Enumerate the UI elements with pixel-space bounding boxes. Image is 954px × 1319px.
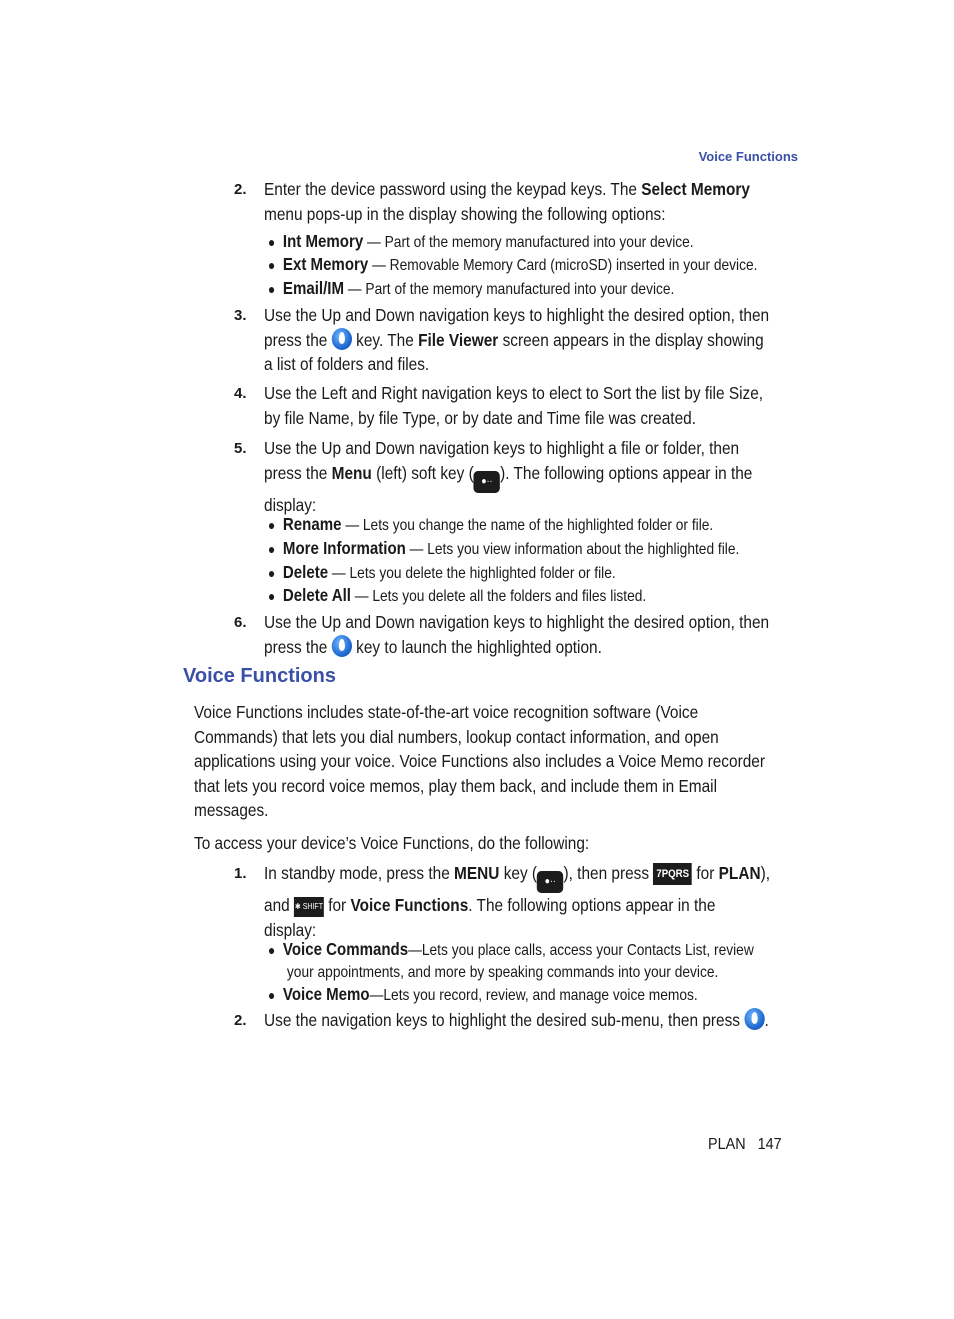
step-number: 2. <box>234 181 247 198</box>
list-item: ● Ext Memory — Removable Memory Card (microSD) inserted in your device. <box>268 254 758 274</box>
step-number: 2. <box>234 1012 247 1029</box>
step-number: 4. <box>234 385 247 402</box>
step-text: In standby mode, press the MENU key ( ●·· ), then press 7PQRS for PLAN), and ✱ SHIFT for Voice Functions. The following options appear in the display: <box>264 863 770 940</box>
step-text: Use the Up and Down navigation keys to highlight the desired option, then press the key. The File Viewer screen appears in the display showing a list of folders and files. <box>264 305 770 374</box>
step-number: 5. <box>234 440 247 457</box>
step-number: 6. <box>234 614 247 631</box>
list-item: ● Int Memory — Part of the memory manufactured into your device. <box>268 231 694 251</box>
nav-key-icon <box>332 328 352 350</box>
soft-key-icon: ●·· <box>474 471 500 493</box>
section-heading: Voice Functions <box>183 665 336 687</box>
page-footer: PLAN 147 <box>708 1136 782 1153</box>
star-key-icon: ✱ SHIFT <box>294 897 324 917</box>
list-item: ● Voice Memo—Lets you record, review, and manage voice memos. <box>268 984 698 1004</box>
intro-paragraph: Voice Functions includes state-of-the-art voice recognition software (Voice Commands) that lets you dial numbers, lookup contact information, and open applications using your voice. Voice Functions also includes a Voice Memo recorder that lets you record voice memos, play them back, and include them in Email messages. <box>194 702 765 820</box>
step-number: 1. <box>234 865 247 882</box>
step-number: 3. <box>234 307 247 324</box>
list-item: ● More Information — Lets you view information about the highlighted file. <box>268 538 740 558</box>
list-item: ● Email/IM — Part of the memory manufactured into your device. <box>268 278 675 298</box>
step-text: Use the Up and Down navigation keys to highlight the desired option, then press the key to launch the highlighted option. <box>264 612 770 657</box>
list-item: ● Voice Commands—Lets you place calls, access your Contacts List, review your appointments, and more by speaking commands into your device. <box>268 939 754 981</box>
list-item: ● Delete — Lets you delete the highlighted folder or file. <box>268 562 616 582</box>
list-item: ● Rename — Lets you change the name of the highlighted folder or file. <box>268 514 714 534</box>
nav-key-icon <box>744 1008 764 1030</box>
list-item: ● Delete All — Lets you delete all the folders and files listed. <box>268 585 647 605</box>
running-header: Voice Functions <box>698 149 798 164</box>
step-text: Use the Up and Down navigation keys to highlight a file or folder, then press the Menu (left) soft key ( ●·· ). The following options appear in the display: <box>264 438 753 515</box>
access-text: To access your device’s Voice Functions, do the following: <box>194 833 590 853</box>
step-text: Use the navigation keys to highlight the desired sub-menu, then press . <box>264 1010 769 1030</box>
page-number: 147 <box>757 1136 782 1153</box>
nav-key-icon <box>332 635 352 657</box>
step-text: Enter the device password using the keypad keys. The Select Memory menu pops-up in the display showing the following options: <box>264 179 750 224</box>
seven-key-icon: 7PQRS <box>653 863 692 885</box>
step-text: Use the Left and Right navigation keys to elect to Sort the list by file Size, by file Name, by file Type, or by date and Time file was created. <box>264 383 764 428</box>
menu-key-icon: ●·· <box>537 871 563 893</box>
